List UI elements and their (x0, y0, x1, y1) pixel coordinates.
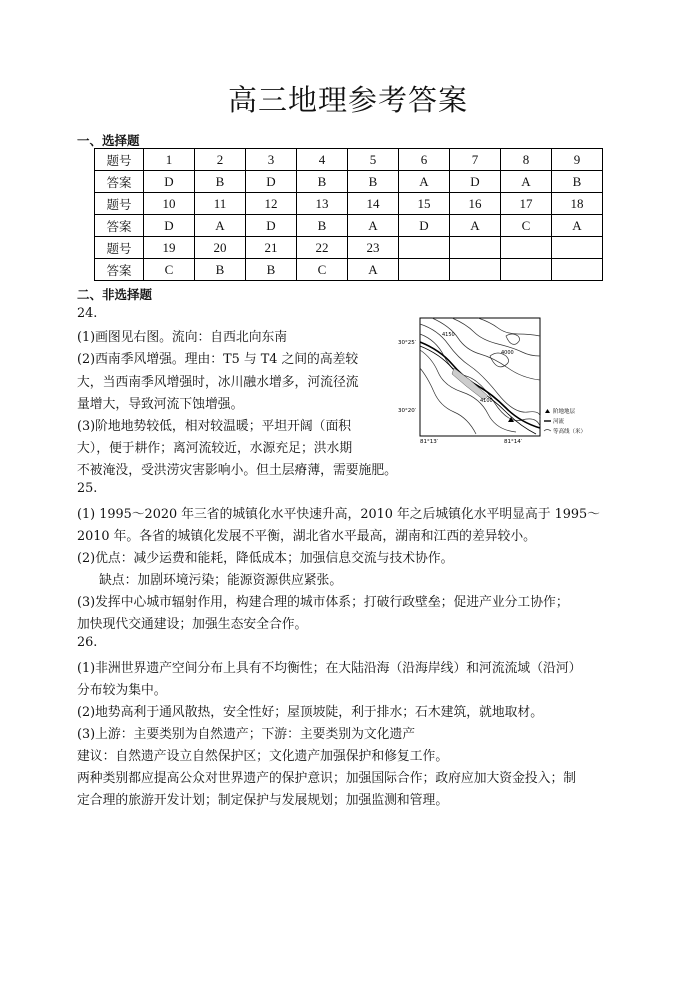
table-cell-number: 9 (552, 149, 603, 171)
legend-label-1: 阶地地层 (553, 409, 576, 415)
table-cell-number: 2 (195, 149, 246, 171)
table-cell-number (399, 237, 450, 259)
table-cell-answer (552, 259, 603, 281)
table-cell-answer: D (144, 171, 195, 193)
q26-line-6: 两种类别都应提高公众对世界遗产的保护意识；加强国际合作；政府应加大资金投入；制 (77, 771, 577, 786)
q26-line-7: 定合理的旅游开发计划；制定保护与发展规划；加强监测和管理。 (77, 793, 449, 808)
row-label-answer: 答案 (95, 259, 144, 281)
table-cell-number: 7 (450, 149, 501, 171)
row-label-number: 题号 (95, 149, 144, 171)
legend-symbol-1 (545, 409, 550, 413)
table-cell-number: 20 (195, 237, 246, 259)
table-cell-number: 18 (552, 193, 603, 215)
map-frame (420, 318, 540, 436)
q24-line-7: 不被淹没，受洪涝灾害影响小。但土层瘠薄，需要施肥。 (77, 463, 397, 478)
table-cell-number: 22 (297, 237, 348, 259)
table-cell-number: 15 (399, 193, 450, 215)
table-row-question-numbers (95, 237, 603, 259)
table-cell-number: 4 (297, 149, 348, 171)
q25-line-3: (2)优点：减少运费和能耗，降低成本；加强信息交流与技术协作。 (77, 551, 454, 566)
q25-line-6: 加快现代交通建设；加强生态安全合作。 (77, 617, 308, 632)
table-cell-number (501, 237, 552, 259)
table-cell-number: 21 (246, 237, 297, 259)
table-cell-answer: B (348, 171, 399, 193)
q24-line-1: (1)画图见右图。流向：自西北向东南 (77, 330, 288, 345)
table-cell-answer: A (195, 215, 246, 237)
q25-line-2: 2010 年。各省的城镇化发展不平衡，湖北省水平最高，湖南和江西的差异较小。 (77, 529, 536, 544)
legend-symbol-3 (544, 430, 551, 432)
table-cell-answer: B (195, 259, 246, 281)
q26-line-3: (2)地势高利于通风散热，安全性好；屋顶坡陡，利于排水；石木建筑，就地取材。 (77, 705, 544, 720)
table-cell-answer: D (144, 215, 195, 237)
table-cell-number: 10 (144, 193, 195, 215)
lon-label-1: 81°13′ (420, 439, 438, 445)
table-cell-answer: A (348, 259, 399, 281)
table-cell-number: 6 (399, 149, 450, 171)
table-cell-number: 13 (297, 193, 348, 215)
q24-line-5: (3)阶地地势较低，相对较温暖；平坦开阔（面积 (77, 419, 352, 434)
row-label-number: 题号 (95, 193, 144, 215)
table-cell-number: 23 (348, 237, 399, 259)
table-cell-number: 19 (144, 237, 195, 259)
table-row-answers (95, 215, 603, 237)
table-cell-answer: C (144, 259, 195, 281)
table-cell-number: 3 (246, 149, 297, 171)
lat-label-2: 30°20′ (398, 408, 416, 414)
q26-number: 26. (77, 635, 98, 650)
q25-line-1: (1) 1995～2020 年三省的城镇化水平快速升高，2010 年之后城镇化水平明显高于 1995～ (77, 507, 600, 522)
table-cell-answer (450, 259, 501, 281)
table-cell-answer: A (399, 171, 450, 193)
table-cell-number (450, 237, 501, 259)
table-cell-answer: D (246, 215, 297, 237)
q24-number: 24. (77, 306, 98, 321)
map-legend (544, 407, 586, 435)
table-cell-answer: D (246, 171, 297, 193)
q26-line-4: (3)上游：主要类别为自然遗产；下游：主要类别为文化遗产 (77, 727, 416, 742)
table-row-answers (95, 259, 603, 281)
table-cell-answer: B (195, 171, 246, 193)
row-label-number: 题号 (95, 237, 144, 259)
section-heading-choice: 一、选择题 (77, 133, 140, 148)
contour-label-1: 4000 (501, 350, 514, 356)
row-label-answer: 答案 (95, 171, 144, 193)
table-cell-answer: A (501, 171, 552, 193)
section-heading-non-choice: 二、非选择题 (77, 287, 153, 302)
lat-label-1: 30°25′ (398, 340, 416, 346)
q25-line-5: (3)发挥中心城市辐射作用，构建合理的城市体系；打破行政壁垒；促进产业分工协作； (77, 595, 569, 610)
table-cell-answer (399, 259, 450, 281)
table-cell-answer (501, 259, 552, 281)
table-cell-answer: A (450, 215, 501, 237)
table-cell-number: 11 (195, 193, 246, 215)
table-cell-answer: A (348, 215, 399, 237)
contour-label-3: 4150 (442, 332, 455, 338)
q24-line-6: 大），便于耕作；离河流较近，水源充足；洪水期 (77, 441, 353, 456)
q25-number: 25. (77, 481, 98, 496)
table-cell-number: 5 (348, 149, 399, 171)
legend-label-2: 河流 (553, 419, 565, 425)
table-cell-number: 16 (450, 193, 501, 215)
table-cell-number: 1 (144, 149, 195, 171)
q26-line-1: (1)非洲世界遗产空间分布上具有不均衡性；在大陆沿海（沿海岸线）和河流流域（沿河） (77, 661, 582, 676)
table-cell-number (552, 237, 603, 259)
q25-line-4: 缺点：加剧环境污染；能源资源供应紧张。 (99, 573, 343, 588)
table-cell-answer: B (552, 171, 603, 193)
page-title: 高三地理参考答案 (227, 83, 468, 117)
lon-label-2: 81°14′ (504, 439, 522, 445)
table-cell-answer: D (399, 215, 450, 237)
terrace-contour-map (398, 316, 619, 445)
table-cell-answer: C (501, 215, 552, 237)
table-row-question-numbers (95, 193, 603, 215)
table-cell-answer: B (297, 171, 348, 193)
table-cell-number: 14 (348, 193, 399, 215)
answer-table (94, 148, 603, 281)
table-cell-number: 8 (501, 149, 552, 171)
q26-line-2: 分布较为集中。 (77, 683, 167, 698)
table-row-question-numbers (95, 149, 603, 171)
table-cell-answer: B (297, 215, 348, 237)
table-row-answers (95, 171, 603, 193)
q26-line-5: 建议：自然遗产设立自然保护区；文化遗产加强保护和修复工作。 (77, 749, 449, 764)
table-cell-answer: A (552, 215, 603, 237)
table-cell-answer: D (450, 171, 501, 193)
row-label-answer: 答案 (95, 215, 144, 237)
legend-label-3: 等高线（米） (553, 429, 587, 435)
q24-line-2: (2)西南季风增强。理由：T5 与 T4 之间的高差较 (77, 352, 359, 367)
table-cell-answer: C (297, 259, 348, 281)
table-cell-number: 12 (246, 193, 297, 215)
q24-line-3: 大，当西南季风增强时，冰川融水增多，河流径流 (77, 375, 359, 390)
q24-line-4: 量增大，导致河流下蚀增强。 (77, 397, 244, 412)
contour-label-2: 4100 (480, 398, 493, 404)
table-cell-answer: B (246, 259, 297, 281)
table-cell-number: 17 (501, 193, 552, 215)
